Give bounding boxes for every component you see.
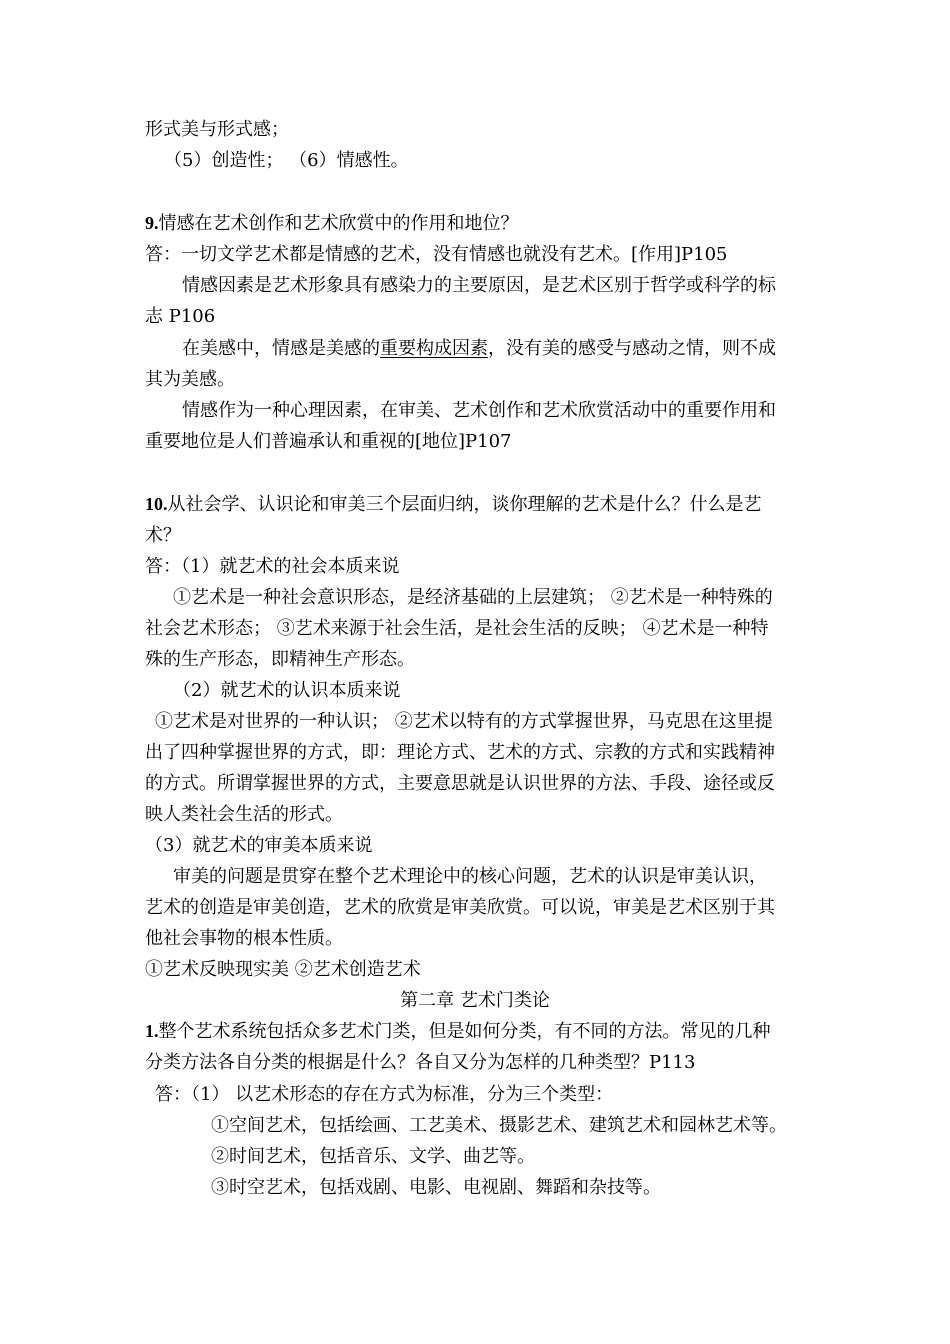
q10-answer-1-line-1: ①艺术是一种社会意识形态，是经济基础的上层建筑； ②艺术是一种特殊的 <box>173 587 773 608</box>
chapter-2-question-1-line-2: 分类方法各自分类的根据是什么？各自又分为怎样的几种类型？P113 <box>145 1052 696 1073</box>
q9-paragraph-3-line-1 <box>182 333 950 364</box>
q9-p3-underlined-phrase: 重要构成因素 <box>380 338 488 359</box>
q9-paragraph-2-line-1: 情感因素是艺术形象具有感染力的主要原因，是艺术区别于哲学或科学的标 <box>182 275 776 296</box>
q9-answer-line-1: 答：一切文学艺术都是情感的艺术，没有情感也就没有艺术。[作用]P105 <box>145 244 728 265</box>
chapter-2-answer-item-2: ②时间艺术，包括音乐、文学、曲艺等。 <box>211 1146 535 1167</box>
question-10-title-line-2: 术？ <box>145 525 181 546</box>
chapter-2-question-1-heading <box>145 1016 950 1047</box>
q10-answer-1-line-3: 殊的生产形态，即精神生产形态。 <box>145 649 415 670</box>
question-9-heading <box>145 208 950 239</box>
q10-answer-3-line-1: 审美的问题是贯穿在整个艺术理论中的核心问题，艺术的认识是审美认识， <box>173 866 767 887</box>
q10-answer-2-line-4: 映人类社会生活的形式。 <box>145 804 343 825</box>
q10-answer-2-line-3: 的方式。所谓掌握世界的方式，主要意思就是认识世界的方法、手段、途径或反 <box>145 773 775 794</box>
q9-paragraph-3-line-2: 其为美感。 <box>145 369 235 390</box>
q10-answer-1-line-2: 社会艺术形态； ③艺术来源于社会生活，是社会生活的反映； ④艺术是一种特 <box>145 618 769 639</box>
chapter-2-answer-item-3: ③时空艺术，包括戏剧、电影、电视剧、舞蹈和杂技等。 <box>211 1177 661 1198</box>
question-10-number: 10. <box>145 494 168 514</box>
q10-answer-3-line-3: 他社会事物的根本性质。 <box>145 928 343 949</box>
chapter-2-question-1-line-1: 整个艺术系统包括众多艺术门类，但是如何分类，有不同的方法。常见的几种 <box>158 1021 771 1042</box>
q10-answer-3-line-2: 艺术的创造是审美创造，艺术的欣赏是审美欣赏。可以说，审美是艺术区别于其 <box>145 897 775 918</box>
intro-line-2: （5）创造性； （6）情感性。 <box>164 150 409 171</box>
chapter-2-answer-heading: 答：（1） 以艺术形态的存在方式为标准，分为三个类型： <box>155 1084 614 1105</box>
question-10-title-line-1: 从社会学、认识论和审美三个层面归纳，谈你理解的艺术是什么？什么是艺 <box>167 494 762 515</box>
q9-p3-text-after: ，没有美的感受与感动之情，则不成 <box>488 338 776 359</box>
question-9-title: 情感在艺术创作和艺术欣赏中的作用和地位？ <box>158 213 519 234</box>
question-10-heading <box>145 489 950 520</box>
q10-answer-3-heading: （3）就艺术的审美本质来说 <box>145 835 373 856</box>
q10-answer-2-line-2: 出了四种掌握世界的方式，即：理论方式、艺术的方式、宗教的方式和实践精神 <box>145 742 775 763</box>
q9-paragraph-4-line-2: 重要地位是人们普遍承认和重视的[地位]P107 <box>145 431 512 452</box>
chapter-2-question-1-number: 1. <box>145 1021 159 1041</box>
q10-answer-3-line-4: ①艺术反映现实美 ②艺术创造艺术 <box>145 959 421 980</box>
q10-answer-2-heading: （2）就艺术的认识本质来说 <box>173 680 401 701</box>
question-9-number: 9. <box>145 213 159 233</box>
q9-paragraph-4-line-1: 情感作为一种心理因素，在审美、艺术创作和艺术欣赏活动中的重要作用和 <box>182 400 776 421</box>
chapter-2-answer-item-1: ①空间艺术，包括绘画、工艺美术、摄影艺术、建筑艺术和园林艺术等。 <box>211 1115 787 1136</box>
q9-p3-text-before: 在美感中，情感是美感的 <box>182 338 380 359</box>
intro-line-1: 形式美与形式感； <box>145 119 289 140</box>
q9-paragraph-2-line-2: 志 P106 <box>145 306 216 327</box>
chapter-2-title: 第二章 艺术门类论 <box>400 990 550 1011</box>
q10-answer-1-heading: 答：（1）就艺术的社会本质来说 <box>145 556 400 577</box>
q10-answer-2-line-1: ①艺术是对世界的一种认识； ②艺术以特有的方式掌握世界，马克思在这里提 <box>155 711 773 732</box>
